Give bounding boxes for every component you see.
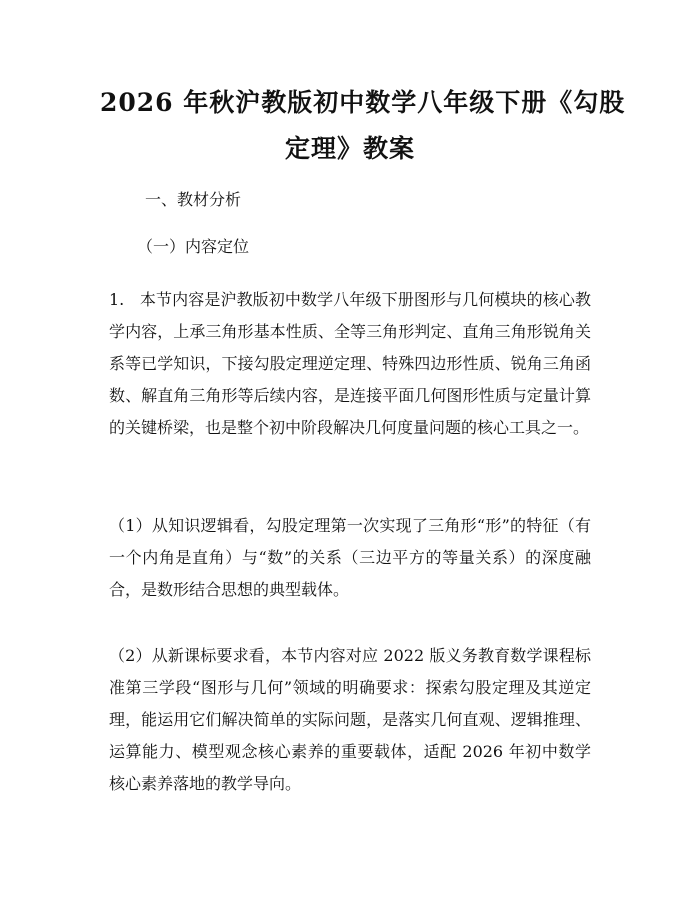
paragraph-knowledge-logic: （1）从知识逻辑看，勾股定理第一次实现了三角形“形”的特征（有一个内角是直角）与“数”的关系（三边平方的等量关系）的深度融合，是数形结合思想的典型载体。 bbox=[109, 516, 591, 599]
section-heading-textbook-analysis: 一、教材分析 bbox=[145, 190, 242, 209]
document-title-line-2: 定理》教案 bbox=[284, 134, 415, 163]
document-title-line-1: 2026 年秋沪教版初中数学八年级下册《勾股 bbox=[100, 88, 626, 117]
paragraph-content-positioning: 1. 本节内容是沪教版初中数学八年级下册图形与几何模块的核心教学内容，上承三角形基本性质、全等三角形判定、直角三角形锐角关系等已学知识，下接勾股定理逆定理、特殊四边形性质、锐角三角函数、解直角三角形等后续内容，是连接平面几何图形性质与定量计算的关键桥梁，也是整个初中阶段解决几何度量问题的核心工具之一。 bbox=[109, 290, 591, 437]
paragraph-curriculum-standard: （2）从新课标要求看，本节内容对应 2022 版义务教育数学课程标准第三学段“图形与几何”领域的明确要求：探索勾股定理及其逆定理，能运用它们解决简单的实际问题，是落实几何直观、逻辑推理、运算能力、模型观念核心素养的重要载体，适配 2026 年初中数学核心素养落地的教学导向。 bbox=[109, 646, 591, 793]
subsection-heading-content-positioning: （一）内容定位 bbox=[137, 237, 250, 256]
